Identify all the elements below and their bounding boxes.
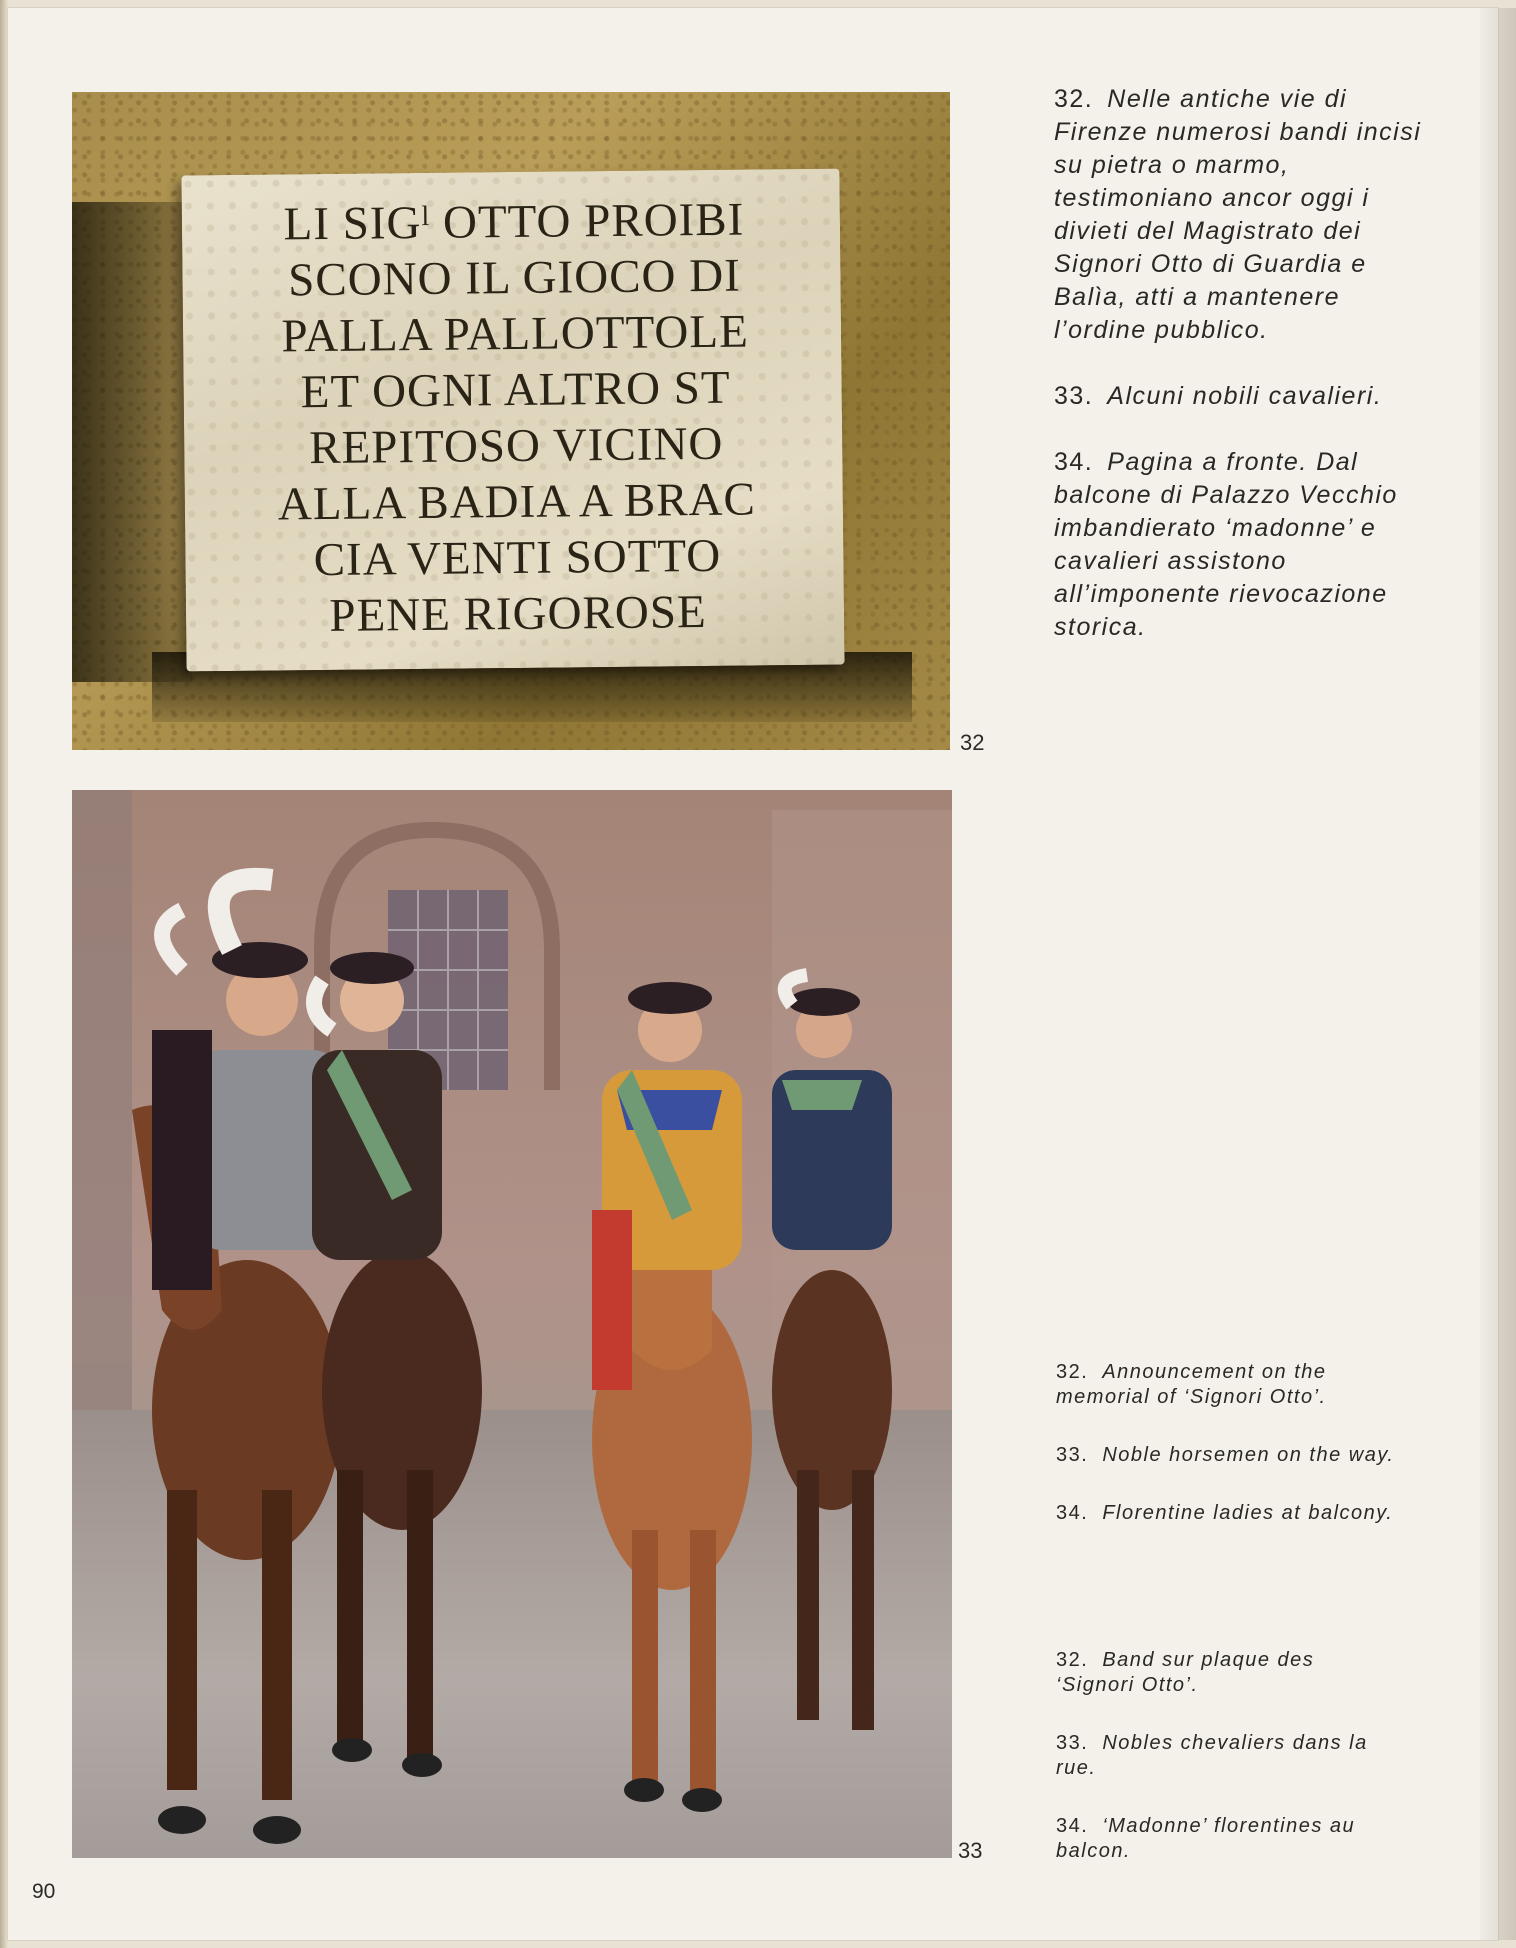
inscription-line: PENE RIGOROSE bbox=[329, 585, 707, 642]
captions-italian bbox=[1054, 83, 1434, 677]
caption-en-33 bbox=[1056, 1443, 1396, 1468]
caption-number: 32. bbox=[1056, 1649, 1089, 1671]
caption-text: ‘Madonne’ florentines au balcon. bbox=[1056, 1815, 1356, 1862]
caption-number: 32. bbox=[1056, 1361, 1089, 1383]
inscription-line: LI SIGˡ OTTO PROIBI bbox=[283, 193, 745, 251]
caption-number: 32. bbox=[1054, 85, 1094, 113]
caption-number: 33. bbox=[1056, 1732, 1089, 1754]
caption-text: Announcement on the memorial of ‘Signori Otto’. bbox=[1056, 1361, 1327, 1408]
horsemen-illustration bbox=[72, 790, 952, 1858]
inscription-line: CIA VENTI SOTTO bbox=[313, 529, 722, 587]
inscription-line: ET OGNI ALTRO ST bbox=[300, 361, 731, 419]
page-number: 90 bbox=[32, 1880, 56, 1903]
caption-it-32 bbox=[1054, 83, 1434, 347]
caption-it-34 bbox=[1054, 446, 1434, 644]
caption-text: Florentine ladies at balcony. bbox=[1102, 1502, 1394, 1524]
caption-text: Alcuni nobili cavalieri. bbox=[1107, 382, 1383, 410]
horse-middle bbox=[322, 1250, 482, 1777]
inscription-line: PALLA PALLOTTOLE bbox=[281, 305, 750, 363]
captions-french bbox=[1056, 1648, 1396, 1897]
wall-shadow bbox=[72, 202, 192, 682]
inscription-line: SCONO IL GIOCO DI bbox=[287, 249, 742, 307]
caption-number: 33. bbox=[1056, 1444, 1089, 1466]
caption-en-34 bbox=[1056, 1501, 1396, 1526]
caption-text: Noble horsemen on the way. bbox=[1102, 1444, 1395, 1466]
stone-plaque bbox=[181, 169, 844, 672]
captions-english bbox=[1056, 1360, 1396, 1559]
caption-number: 33. bbox=[1054, 382, 1094, 410]
spine-shadow bbox=[1480, 8, 1516, 1940]
photo-stone-plaque bbox=[72, 92, 950, 750]
horse-right-back bbox=[772, 1270, 892, 1730]
caption-text: Pagina a fronte. Dal balcone di Palazzo Vecchio imbandierato ‘madonne’ e cavalieri assistono all’imponente rievocazione storica. bbox=[1054, 448, 1398, 641]
plaque-inscription bbox=[204, 191, 829, 645]
caption-number: 34. bbox=[1056, 1502, 1089, 1524]
figure-number-33: 33 bbox=[958, 1838, 983, 1863]
page-edge bbox=[0, 0, 8, 1948]
photo-horsemen bbox=[72, 790, 952, 1858]
caption-text: Nobles chevaliers dans la rue. bbox=[1056, 1732, 1368, 1779]
caption-number: 34. bbox=[1056, 1815, 1089, 1837]
caption-en-32 bbox=[1056, 1360, 1396, 1410]
caption-number: 34. bbox=[1054, 448, 1094, 476]
caption-fr-32 bbox=[1056, 1648, 1396, 1698]
figure-number-32: 32 bbox=[960, 730, 985, 755]
caption-text: Band sur plaque des ‘Signori Otto’. bbox=[1056, 1649, 1315, 1696]
caption-fr-34 bbox=[1056, 1814, 1396, 1864]
inscription-line: REPITOSO VICINO bbox=[308, 417, 724, 475]
caption-fr-33 bbox=[1056, 1731, 1396, 1781]
caption-text: Nelle antiche vie di Firenze numerosi bandi incisi su pietra o marmo, testimoniano ancor oggi i divieti del Magistrato dei Signori Otto di Guardia e Balìa, atti a mantenere l’ordine pubblico. bbox=[1054, 85, 1422, 344]
caption-it-33 bbox=[1054, 380, 1434, 413]
inscription-line: ALLA BADIA A BRAC bbox=[277, 473, 757, 531]
